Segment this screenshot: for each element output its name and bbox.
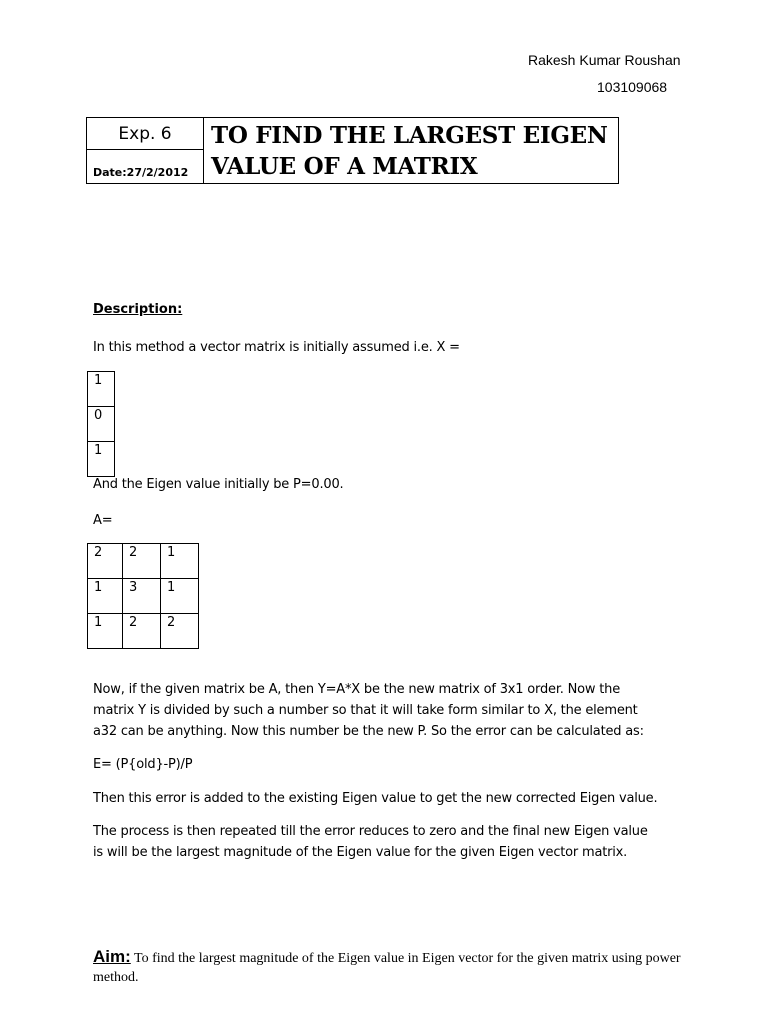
method-paragraph	[93, 679, 693, 742]
matrix-cell: 2	[123, 614, 161, 649]
experiment-title	[211, 120, 611, 182]
method-line: a32 can be anything. Now this number be the new P. So the error can be calculated as:	[93, 724, 644, 739]
experiment-header	[86, 117, 619, 184]
experiment-number: Exp. 6	[87, 118, 203, 150]
error-added-text: Then this error is added to the existing Eigen value to get the new corrected Eigen value.	[93, 791, 658, 806]
matrix-label: A=	[93, 513, 113, 528]
intro-text: In this method a vector matrix is initially assumed i.e. X =	[93, 340, 460, 355]
matrix-cell: 1	[88, 614, 123, 649]
vector-cell: 1	[88, 442, 115, 477]
vector-cell: 0	[88, 407, 115, 442]
matrix-a-table	[87, 543, 199, 649]
repeat-line: is will be the largest magnitude of the Eigen value for the given Eigen vector matrix.	[93, 845, 628, 860]
matrix-cell: 2	[161, 614, 199, 649]
vector-cell: 1	[88, 372, 115, 407]
title-line-2: VALUE OF A MATRIX	[211, 153, 478, 180]
roll-number: 103109068	[597, 79, 668, 95]
vector-x-table	[87, 371, 115, 477]
experiment-info-cell	[87, 118, 204, 183]
matrix-cell: 1	[161, 544, 199, 579]
initial-eigen-text: And the Eigen value initially be P=0.00.	[93, 477, 344, 492]
repeat-line: The process is then repeated till the error reduces to zero and the final new Eigen value	[93, 824, 648, 839]
matrix-cell: 1	[161, 579, 199, 614]
repeat-paragraph	[93, 821, 693, 863]
matrix-cell: 1	[88, 579, 123, 614]
title-line-1: TO FIND THE LARGEST EIGEN	[211, 122, 608, 149]
aim-section	[93, 947, 693, 987]
experiment-date: Date:27/2/2012	[93, 166, 189, 179]
matrix-cell: 2	[88, 544, 123, 579]
aim-label: Aim:	[93, 947, 131, 966]
method-line: matrix Y is divided by such a number so that it will take form similar to X, the element	[93, 703, 638, 718]
description-heading: Description:	[93, 302, 183, 317]
method-line: Now, if the given matrix be A, then Y=A*X be the new matrix of 3x1 order. Now the	[93, 682, 621, 697]
matrix-cell: 2	[123, 544, 161, 579]
author-name: Rakesh Kumar Roushan	[528, 52, 681, 68]
matrix-cell: 3	[123, 579, 161, 614]
error-formula: E= (P{old}-P)/P	[93, 757, 193, 772]
aim-text: To find the largest magnitude of the Eigen value in Eigen vector for the given matrix using power method.	[93, 951, 681, 985]
